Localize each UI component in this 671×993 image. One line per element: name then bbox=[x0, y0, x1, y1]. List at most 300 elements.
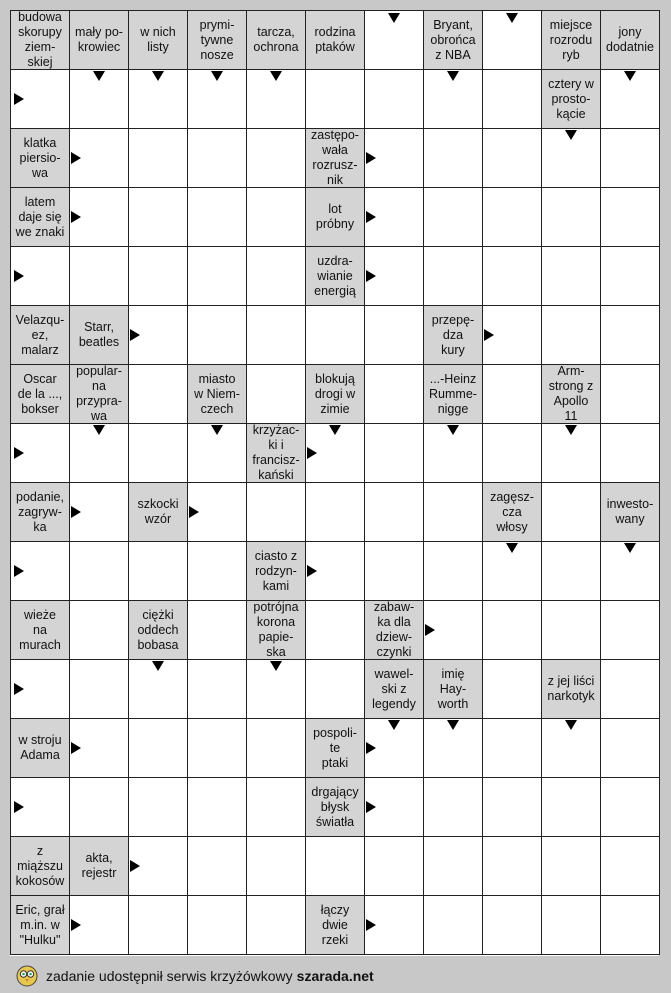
clue-line: de la ..., bbox=[17, 386, 63, 401]
down-arrow-icon bbox=[624, 543, 636, 553]
clue-line: kami bbox=[262, 578, 290, 593]
answer-cell[interactable] bbox=[541, 541, 601, 601]
clue-line: ciasto z bbox=[254, 548, 298, 563]
clue-line: z NBA bbox=[435, 47, 471, 62]
answer-cell[interactable] bbox=[482, 246, 542, 306]
clue-line: czynki bbox=[376, 645, 412, 659]
clue-line: nik bbox=[327, 173, 343, 187]
answer-cell[interactable] bbox=[69, 541, 129, 601]
clue-line: nosze bbox=[200, 47, 234, 62]
clue-cell bbox=[305, 10, 365, 70]
clue-line: "Hulku" bbox=[19, 932, 61, 947]
answer-cell[interactable] bbox=[482, 128, 542, 188]
right-arrow-icon bbox=[366, 801, 376, 813]
clue-line: zabaw- bbox=[373, 600, 415, 614]
answer-cell[interactable] bbox=[246, 128, 306, 188]
right-arrow-icon bbox=[14, 683, 24, 695]
clue-cell bbox=[423, 305, 483, 365]
clue-line: przepę- bbox=[431, 312, 475, 327]
clue-line: energią bbox=[314, 283, 356, 298]
clue-cell bbox=[187, 10, 247, 70]
clue-line: włosy bbox=[496, 519, 528, 534]
clue-line: ski z bbox=[381, 681, 407, 696]
clue-text bbox=[252, 25, 299, 55]
answer-cell[interactable] bbox=[246, 718, 306, 778]
right-arrow-icon bbox=[14, 565, 24, 577]
clue-line: kański bbox=[258, 468, 294, 482]
clue-line: piersio- bbox=[19, 150, 61, 165]
clue-line: legendy bbox=[372, 696, 416, 711]
clue-line: zagęsz- bbox=[490, 489, 534, 504]
answer-cell[interactable] bbox=[541, 246, 601, 306]
clue-text bbox=[310, 785, 359, 830]
clue-cell bbox=[541, 364, 601, 424]
answer-cell[interactable] bbox=[305, 482, 365, 542]
answer-cell[interactable] bbox=[423, 482, 483, 542]
right-arrow-icon bbox=[484, 329, 494, 341]
answer-cell[interactable] bbox=[541, 187, 601, 247]
clue-line: akta, bbox=[85, 851, 113, 865]
right-arrow-icon bbox=[71, 506, 81, 518]
clue-line: dodatnie bbox=[606, 40, 654, 54]
clue-line: krowiec bbox=[77, 40, 121, 54]
answer-cell[interactable] bbox=[600, 423, 660, 483]
clue-text bbox=[371, 667, 417, 712]
clue-line: skiej bbox=[27, 55, 53, 69]
clue-cell bbox=[541, 659, 601, 719]
clue-line: lot bbox=[328, 202, 342, 216]
answer-cell[interactable] bbox=[423, 187, 483, 247]
answer-cell[interactable] bbox=[600, 305, 660, 365]
clue-line: miejsce bbox=[549, 17, 593, 32]
clue-line: rozrodu bbox=[549, 32, 593, 47]
clue-line: wzór bbox=[144, 512, 172, 526]
clue-cell bbox=[305, 777, 365, 837]
clue-line: prosto- bbox=[551, 91, 591, 106]
clue-text bbox=[15, 490, 65, 535]
clue-line: Apollo bbox=[553, 394, 589, 408]
clue-line: obrońca bbox=[430, 32, 476, 47]
down-arrow-icon bbox=[93, 71, 105, 81]
clue-line: inwesto- bbox=[606, 497, 654, 511]
footer-text: zadanie udostępnił serwis krzyżówkowy bbox=[46, 967, 293, 984]
right-arrow-icon bbox=[71, 211, 81, 223]
answer-cell[interactable] bbox=[482, 895, 542, 955]
clue-line: ciężki bbox=[142, 607, 174, 622]
clue-line: z jej liści bbox=[547, 674, 595, 688]
clue-cell bbox=[364, 600, 424, 660]
clue-cell bbox=[600, 482, 660, 542]
clue-cell bbox=[10, 836, 70, 896]
answer-cell[interactable] bbox=[364, 305, 424, 365]
clue-line: oddech bbox=[137, 622, 179, 637]
answer-cell[interactable] bbox=[600, 246, 660, 306]
clue-cell bbox=[541, 69, 601, 129]
clue-line: dwie bbox=[322, 917, 348, 932]
clue-line: ptaków bbox=[315, 40, 355, 54]
clue-line: rzeki bbox=[321, 932, 349, 947]
clue-text bbox=[136, 608, 179, 653]
clue-text bbox=[428, 372, 478, 417]
right-arrow-icon bbox=[366, 270, 376, 282]
answer-cell[interactable] bbox=[187, 895, 247, 955]
answer-cell[interactable] bbox=[541, 836, 601, 896]
clue-cell bbox=[10, 10, 70, 70]
clue-cell bbox=[246, 10, 306, 70]
down-arrow-icon bbox=[506, 543, 518, 553]
clue-line: w Niem- bbox=[194, 386, 240, 401]
clue-line: narkotyk bbox=[547, 689, 595, 703]
clue-line: 11 bbox=[564, 409, 578, 423]
clue-text bbox=[193, 372, 241, 417]
clue-line: zagryw- bbox=[18, 504, 62, 519]
clue-line: krzyżac- bbox=[252, 423, 300, 437]
clue-line: skorupy bbox=[18, 25, 62, 39]
answer-cell[interactable] bbox=[482, 423, 542, 483]
clue-line: we znaki bbox=[15, 224, 65, 239]
clue-line: zastępo- bbox=[311, 128, 359, 142]
clue-cell bbox=[482, 482, 542, 542]
clue-cell bbox=[305, 128, 365, 188]
clue-line: dza bbox=[442, 327, 464, 342]
clue-line: prymi- bbox=[199, 17, 235, 32]
clue-line: Adama bbox=[20, 748, 60, 762]
clue-text bbox=[546, 674, 595, 704]
clue-line: ryb bbox=[562, 47, 580, 62]
answer-cell[interactable] bbox=[187, 777, 247, 837]
clue-line: łączy bbox=[320, 902, 350, 917]
clue-line: dziew- bbox=[375, 630, 413, 644]
clue-line: budowa bbox=[18, 10, 62, 24]
right-arrow-icon bbox=[71, 152, 81, 164]
answer-cell[interactable] bbox=[128, 187, 188, 247]
clue-line: Hay- bbox=[439, 681, 467, 696]
clue-line: drgający bbox=[311, 784, 359, 799]
down-arrow-icon bbox=[152, 661, 164, 671]
answer-cell[interactable] bbox=[305, 600, 365, 660]
answer-cell[interactable] bbox=[246, 836, 306, 896]
answer-cell[interactable] bbox=[69, 659, 129, 719]
clue-line: daje się bbox=[18, 209, 62, 224]
answer-cell[interactable] bbox=[305, 836, 365, 896]
clue-text bbox=[15, 313, 66, 358]
answer-cell[interactable] bbox=[128, 423, 188, 483]
down-arrow-icon bbox=[565, 425, 577, 435]
clue-cell bbox=[69, 10, 129, 70]
clue-line: papie- bbox=[258, 630, 294, 644]
answer-cell[interactable] bbox=[600, 659, 660, 719]
clue-line: wieże bbox=[24, 607, 56, 622]
clue-cell bbox=[69, 305, 129, 365]
clue-line: beatles bbox=[78, 335, 120, 349]
answer-cell[interactable] bbox=[482, 364, 542, 424]
clue-line: wianie bbox=[317, 268, 353, 283]
clue-line: rodzina bbox=[314, 25, 356, 39]
clue-line: malarz bbox=[21, 342, 59, 357]
clue-line: ka dla bbox=[377, 615, 411, 629]
clue-text bbox=[320, 903, 350, 948]
answer-cell[interactable] bbox=[246, 482, 306, 542]
clue-text bbox=[14, 903, 65, 948]
answer-cell[interactable] bbox=[128, 777, 188, 837]
answer-cell[interactable] bbox=[128, 364, 188, 424]
down-arrow-icon bbox=[447, 71, 459, 81]
clue-line: ...-Heinz bbox=[429, 371, 477, 386]
clue-line: ez, bbox=[31, 327, 49, 342]
clue-line: w stroju bbox=[18, 733, 62, 747]
clue-text bbox=[78, 320, 120, 350]
clue-text bbox=[199, 18, 236, 63]
clue-line: potrójna bbox=[253, 600, 299, 614]
right-arrow-icon bbox=[366, 152, 376, 164]
clue-text bbox=[75, 364, 123, 424]
clue-line: ochrona bbox=[253, 40, 299, 54]
clue-line: kącie bbox=[556, 106, 586, 121]
answer-cell[interactable] bbox=[364, 541, 424, 601]
answer-cell[interactable] bbox=[541, 895, 601, 955]
down-arrow-icon bbox=[329, 425, 341, 435]
clue-text bbox=[252, 600, 299, 660]
clue-line: m.in. w bbox=[20, 917, 60, 932]
answer-cell[interactable] bbox=[69, 246, 129, 306]
clue-cell bbox=[128, 482, 188, 542]
answer-cell[interactable] bbox=[364, 423, 424, 483]
clue-line: imię bbox=[441, 666, 465, 681]
clue-cell bbox=[423, 10, 483, 70]
answer-cell[interactable] bbox=[482, 659, 542, 719]
down-arrow-icon bbox=[270, 71, 282, 81]
answer-cell[interactable] bbox=[246, 305, 306, 365]
answer-cell[interactable] bbox=[600, 364, 660, 424]
clue-cell bbox=[305, 246, 365, 306]
answer-cell[interactable] bbox=[423, 128, 483, 188]
answer-cell[interactable] bbox=[541, 482, 601, 542]
clue-line: ka bbox=[33, 519, 47, 534]
clue-cell bbox=[128, 600, 188, 660]
clue-line: Bryant, bbox=[433, 17, 473, 32]
clue-cell bbox=[246, 600, 306, 660]
answer-cell[interactable] bbox=[246, 895, 306, 955]
answer-cell[interactable] bbox=[423, 895, 483, 955]
clue-line: worth bbox=[437, 696, 469, 711]
clue-text bbox=[605, 25, 655, 55]
clue-text bbox=[251, 423, 300, 483]
answer-cell[interactable] bbox=[541, 777, 601, 837]
answer-cell[interactable] bbox=[187, 541, 247, 601]
answer-cell[interactable] bbox=[600, 895, 660, 955]
answer-cell[interactable] bbox=[600, 718, 660, 778]
clue-cell bbox=[187, 364, 247, 424]
clue-cell bbox=[69, 836, 129, 896]
clue-cell bbox=[305, 187, 365, 247]
answer-cell[interactable] bbox=[482, 69, 542, 129]
clue-cell bbox=[246, 541, 306, 601]
right-arrow-icon bbox=[307, 447, 317, 459]
answer-cell[interactable] bbox=[187, 187, 247, 247]
answer-cell[interactable] bbox=[423, 246, 483, 306]
crossword-grid bbox=[10, 10, 659, 956]
clue-cell bbox=[10, 305, 70, 365]
down-arrow-icon bbox=[388, 13, 400, 23]
right-arrow-icon bbox=[14, 93, 24, 105]
clue-line: popular- bbox=[76, 364, 122, 378]
answer-cell[interactable] bbox=[423, 541, 483, 601]
clue-line: rozrusz- bbox=[312, 158, 358, 172]
answer-cell[interactable] bbox=[305, 659, 365, 719]
clue-text bbox=[15, 195, 66, 240]
answer-cell[interactable] bbox=[600, 777, 660, 837]
clue-line: bobasa bbox=[137, 637, 179, 652]
clue-text bbox=[81, 851, 118, 881]
clue-line: kury bbox=[441, 342, 465, 357]
answer-cell[interactable] bbox=[364, 836, 424, 896]
clue-text bbox=[17, 733, 62, 763]
right-arrow-icon bbox=[366, 919, 376, 931]
down-arrow-icon bbox=[388, 720, 400, 730]
clue-text bbox=[437, 667, 470, 712]
right-arrow-icon bbox=[71, 919, 81, 931]
right-arrow-icon bbox=[130, 329, 140, 341]
answer-cell[interactable] bbox=[69, 777, 129, 837]
clue-line: na bbox=[33, 622, 47, 637]
right-arrow-icon bbox=[425, 624, 435, 636]
down-arrow-icon bbox=[565, 130, 577, 140]
clue-line: z bbox=[36, 843, 44, 858]
answer-cell[interactable] bbox=[364, 482, 424, 542]
answer-cell[interactable] bbox=[305, 305, 365, 365]
answer-cell[interactable] bbox=[128, 246, 188, 306]
answer-cell[interactable] bbox=[482, 718, 542, 778]
answer-cell[interactable] bbox=[364, 69, 424, 129]
clue-cell bbox=[246, 423, 306, 483]
clue-text bbox=[315, 202, 355, 232]
answer-cell[interactable] bbox=[600, 600, 660, 660]
answer-cell[interactable] bbox=[187, 246, 247, 306]
answer-cell[interactable] bbox=[128, 541, 188, 601]
answer-cell[interactable] bbox=[423, 836, 483, 896]
clue-cell bbox=[10, 482, 70, 542]
answer-cell[interactable] bbox=[246, 364, 306, 424]
clue-text bbox=[19, 136, 62, 181]
clue-line: rodzyn- bbox=[255, 563, 297, 578]
right-arrow-icon bbox=[130, 860, 140, 872]
clue-text bbox=[606, 497, 655, 527]
owl-logo-icon bbox=[16, 965, 38, 987]
clue-line: Velazqu- bbox=[15, 312, 65, 327]
clue-cell bbox=[10, 895, 70, 955]
answer-cell[interactable] bbox=[187, 659, 247, 719]
clue-line: ska bbox=[266, 645, 286, 659]
right-arrow-icon bbox=[189, 506, 199, 518]
clue-line: wawel- bbox=[374, 666, 414, 681]
clue-text bbox=[139, 25, 176, 55]
answer-cell[interactable] bbox=[128, 718, 188, 778]
answer-cell[interactable] bbox=[128, 895, 188, 955]
clue-text bbox=[314, 372, 356, 417]
footer-brand-link[interactable]: szarada.net bbox=[296, 967, 374, 984]
clue-cell bbox=[10, 600, 70, 660]
right-arrow-icon bbox=[366, 211, 376, 223]
answer-cell[interactable] bbox=[246, 246, 306, 306]
clue-text bbox=[548, 364, 594, 424]
answer-cell[interactable] bbox=[187, 128, 247, 188]
down-arrow-icon bbox=[152, 71, 164, 81]
answer-cell[interactable] bbox=[69, 600, 129, 660]
right-arrow-icon bbox=[14, 801, 24, 813]
answer-cell[interactable] bbox=[423, 777, 483, 837]
clue-text bbox=[254, 549, 298, 594]
answer-cell[interactable] bbox=[187, 305, 247, 365]
answer-cell[interactable] bbox=[128, 128, 188, 188]
answer-cell[interactable] bbox=[600, 836, 660, 896]
clue-line: Eric, grał bbox=[15, 902, 65, 917]
clue-line: nigge bbox=[437, 401, 469, 416]
answer-cell[interactable] bbox=[600, 187, 660, 247]
right-arrow-icon bbox=[366, 742, 376, 754]
clue-text bbox=[312, 726, 358, 771]
answer-cell[interactable] bbox=[305, 69, 365, 129]
clue-line: wa bbox=[91, 409, 107, 423]
clue-text bbox=[74, 25, 124, 55]
right-arrow-icon bbox=[14, 447, 24, 459]
clue-text bbox=[547, 77, 595, 122]
clue-line: strong z bbox=[548, 379, 594, 393]
answer-cell[interactable] bbox=[187, 836, 247, 896]
clue-line: w nich bbox=[140, 25, 176, 39]
answer-cell[interactable] bbox=[246, 187, 306, 247]
clue-line: rejestr bbox=[81, 866, 117, 880]
clue-line: próbny bbox=[315, 217, 355, 231]
clue-line: przypra- bbox=[76, 394, 122, 408]
clue-text bbox=[18, 608, 62, 653]
clue-line: miąższu bbox=[17, 858, 63, 873]
clue-line: klatka bbox=[23, 135, 57, 150]
clue-line: latem bbox=[24, 194, 56, 209]
clue-text bbox=[17, 10, 63, 70]
footer bbox=[10, 958, 659, 993]
clue-line: tarcza, bbox=[257, 25, 295, 39]
down-arrow-icon bbox=[447, 720, 459, 730]
answer-cell[interactable] bbox=[187, 600, 247, 660]
answer-cell[interactable] bbox=[482, 600, 542, 660]
right-arrow-icon bbox=[71, 742, 81, 754]
clue-text bbox=[17, 372, 63, 417]
clue-text bbox=[549, 18, 593, 63]
clue-cell bbox=[423, 364, 483, 424]
clue-text bbox=[429, 18, 476, 63]
down-arrow-icon bbox=[211, 71, 223, 81]
clue-line: Arm- bbox=[557, 364, 585, 378]
answer-cell[interactable] bbox=[482, 836, 542, 896]
right-arrow-icon bbox=[307, 565, 317, 577]
clue-cell bbox=[600, 10, 660, 70]
clue-cell bbox=[10, 364, 70, 424]
clue-text bbox=[489, 490, 535, 535]
answer-cell[interactable] bbox=[364, 364, 424, 424]
answer-cell[interactable] bbox=[541, 600, 601, 660]
answer-cell[interactable] bbox=[482, 187, 542, 247]
answer-cell[interactable] bbox=[187, 718, 247, 778]
answer-cell[interactable] bbox=[600, 128, 660, 188]
clue-line: cza bbox=[502, 504, 522, 519]
clue-line: na bbox=[92, 379, 106, 393]
clue-text bbox=[431, 313, 475, 358]
down-arrow-icon bbox=[93, 425, 105, 435]
answer-cell[interactable] bbox=[246, 777, 306, 837]
clue-line: wany bbox=[615, 512, 645, 526]
answer-cell[interactable] bbox=[482, 777, 542, 837]
answer-cell[interactable] bbox=[541, 305, 601, 365]
